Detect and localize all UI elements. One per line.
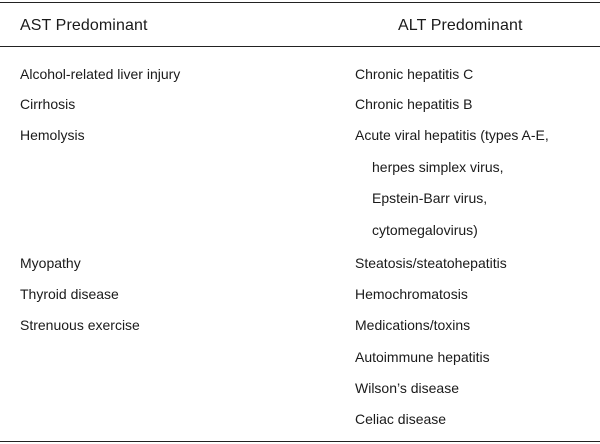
ast-cause-alcohol: Alcohol-related liver injury — [20, 66, 181, 82]
header-ast-predominant: AST Predominant — [20, 17, 148, 34]
alt-cause-acute-viral-line3: Epstein-Barr virus, — [372, 190, 488, 206]
ast-cause-myopathy: Myopathy — [20, 255, 81, 271]
alt-cause-hepatitis-c: Chronic hepatitis C — [355, 66, 474, 82]
table-header-rule — [0, 46, 600, 47]
alt-cause-hemochromatosis: Hemochromatosis — [355, 286, 468, 302]
alt-cause-medications: Medications/toxins — [355, 317, 471, 333]
header-alt-predominant: ALT Predominant — [398, 17, 523, 34]
alt-cause-acute-viral-line1: Acute viral hepatitis (types A-E, — [355, 127, 549, 143]
alt-cause-hepatitis-b: Chronic hepatitis B — [355, 96, 473, 112]
ast-cause-hemolysis: Hemolysis — [20, 127, 85, 143]
alt-cause-autoimmune: Autoimmune hepatitis — [355, 349, 490, 365]
alt-cause-wilsons: Wilson’s disease — [355, 380, 460, 396]
ast-cause-cirrhosis: Cirrhosis — [20, 96, 76, 112]
alt-cause-acute-viral-line2: herpes simplex virus, — [372, 159, 504, 175]
ast-cause-thyroid: Thyroid disease — [20, 286, 119, 302]
alt-cause-acute-viral-line4: cytomegalovirus) — [372, 222, 478, 238]
alt-cause-steatosis: Steatosis/steatohepatitis — [355, 255, 507, 271]
table-top-rule — [0, 2, 600, 3]
table-bottom-rule — [0, 441, 600, 442]
alt-cause-celiac: Celiac disease — [355, 411, 447, 427]
ast-cause-exercise: Strenuous exercise — [20, 317, 140, 333]
